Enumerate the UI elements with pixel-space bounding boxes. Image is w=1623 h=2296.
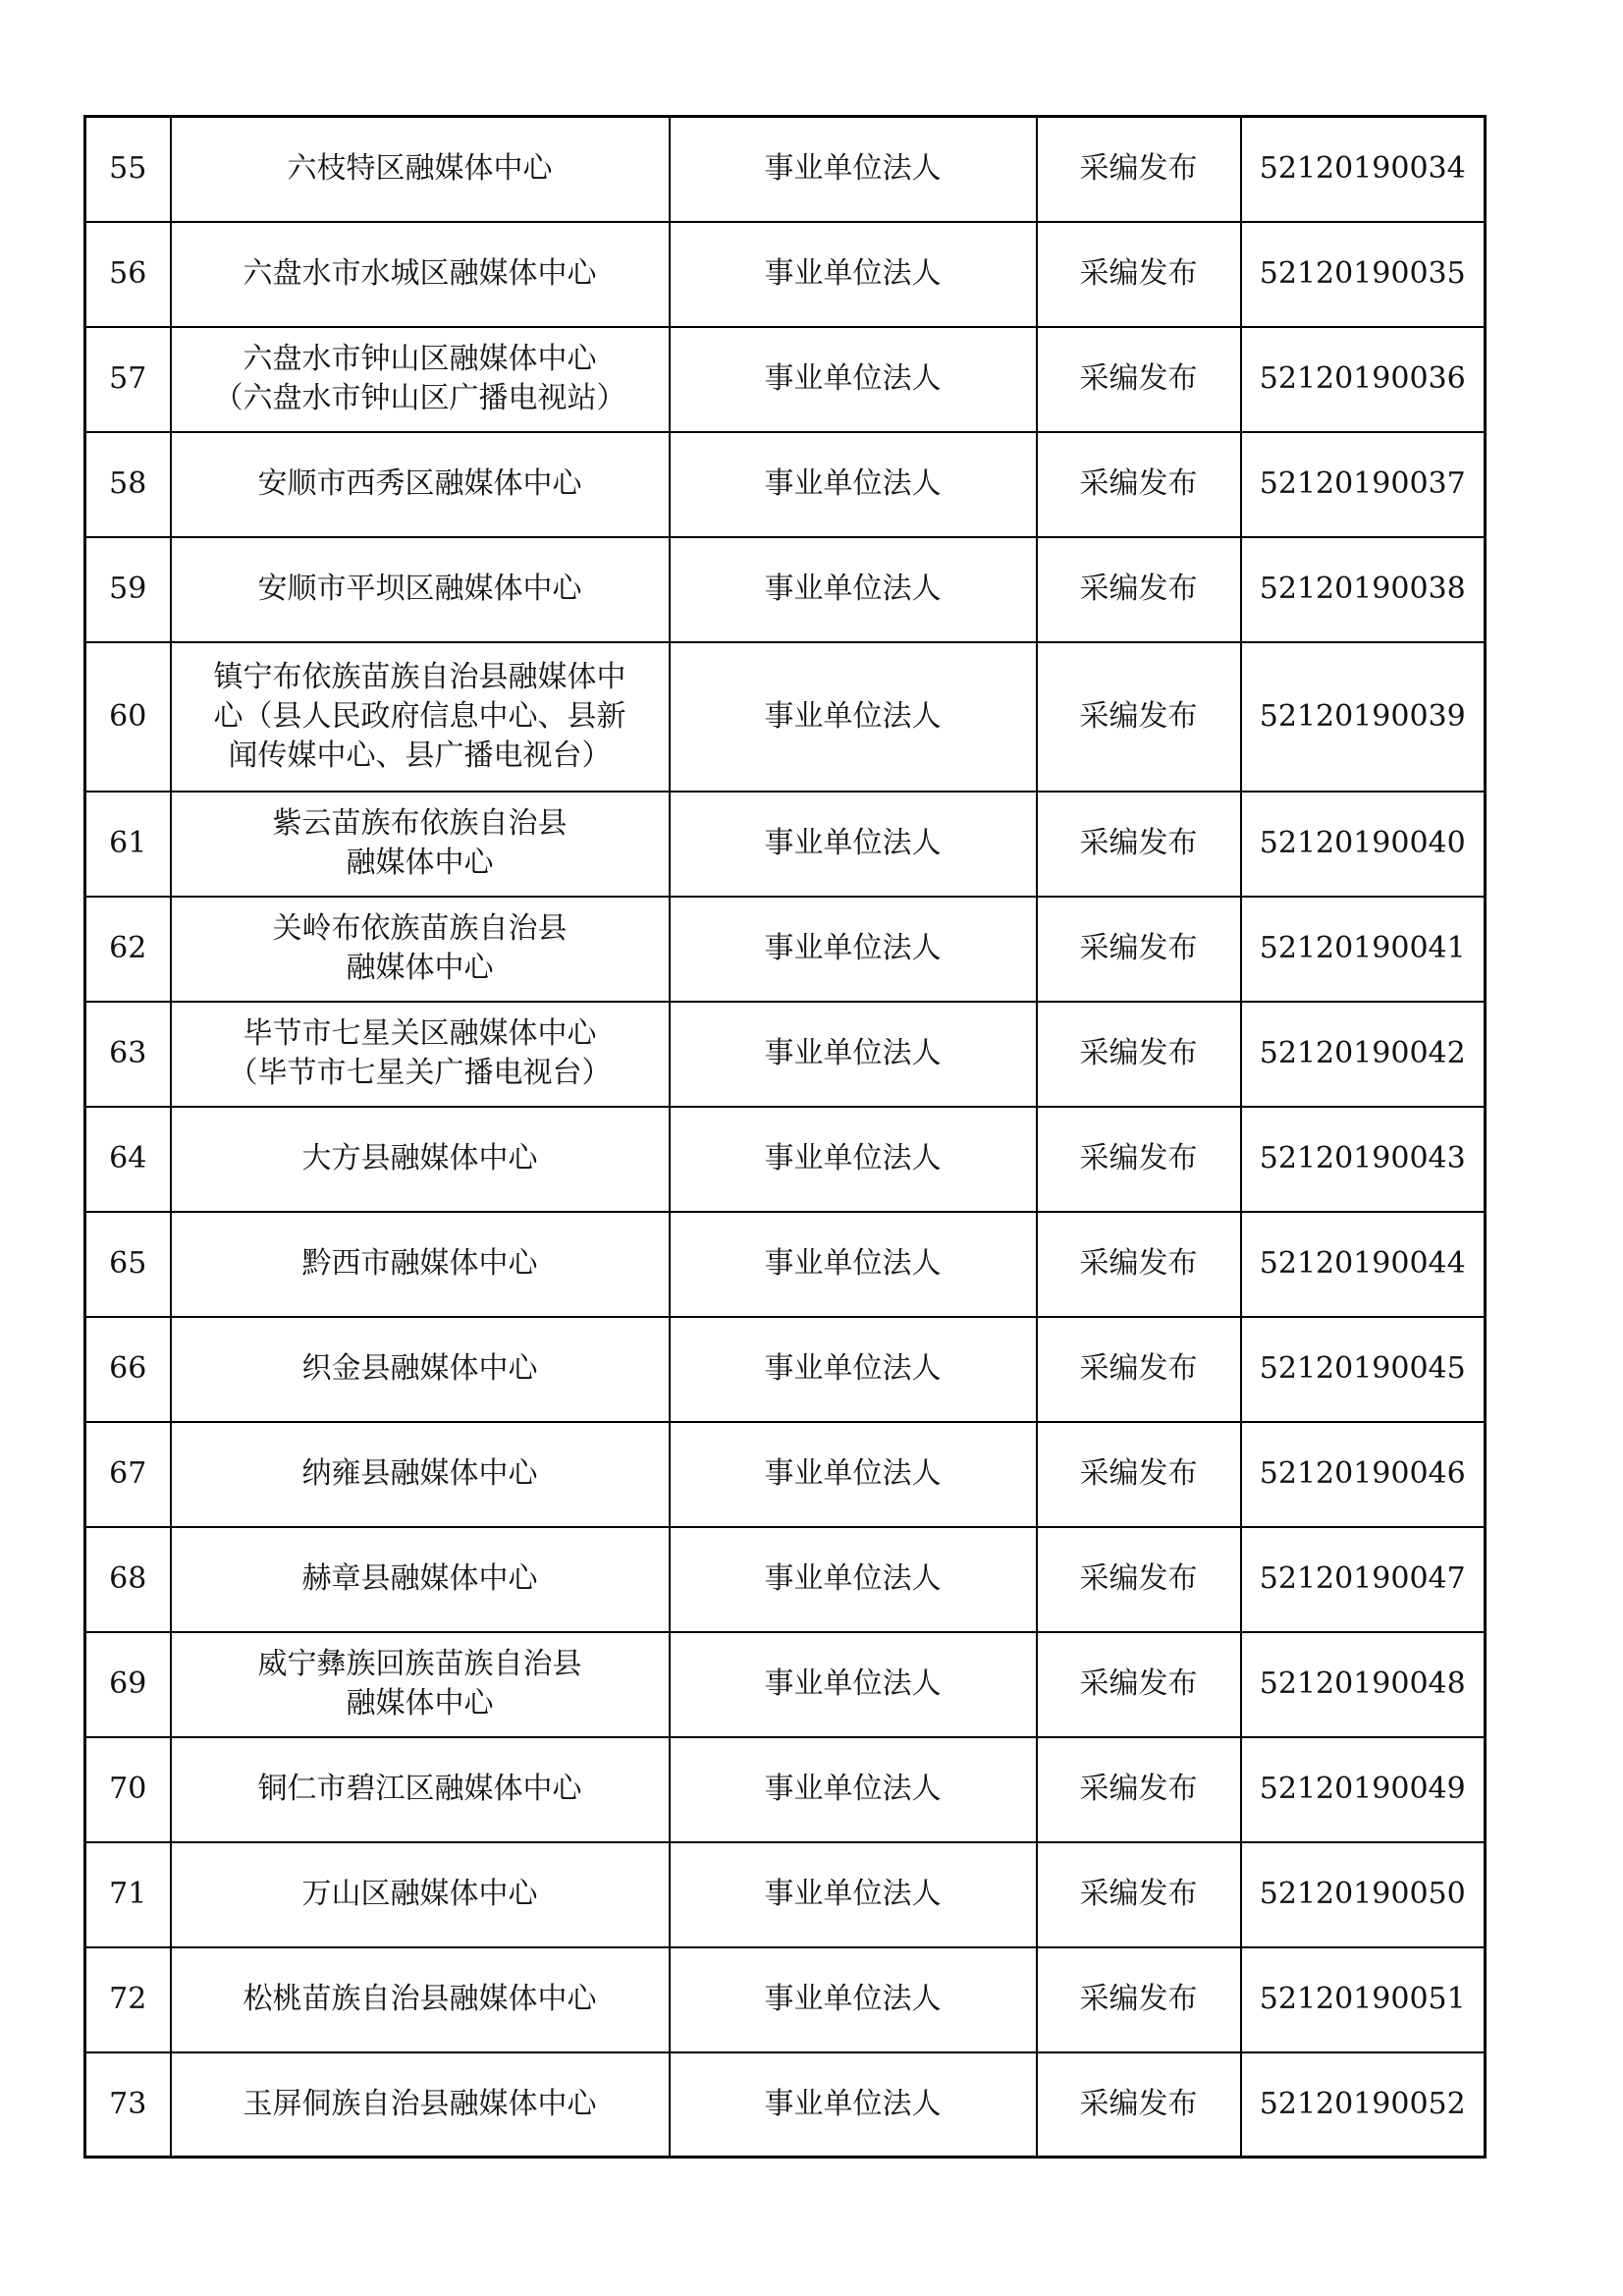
license-code: 52120190050	[1241, 1842, 1486, 1947]
service-scope: 采编发布	[1037, 222, 1241, 327]
unit-name-line: 纳雍县融媒体中心	[301, 1456, 538, 1491]
unit-name-line: 心（县人民政府信息中心、县新	[213, 698, 626, 734]
unit-name	[171, 792, 670, 897]
unit-name	[171, 432, 670, 537]
service-scope: 采编发布	[1037, 1947, 1241, 2052]
license-code: 52120190036	[1241, 327, 1486, 432]
service-scope: 采编发布	[1037, 1527, 1241, 1632]
unit-name-line: 六盘水市钟山区融媒体中心	[243, 342, 597, 376]
service-scope: 采编发布	[1037, 897, 1241, 1002]
unit-name	[171, 327, 670, 432]
service-scope: 采编发布	[1037, 1317, 1241, 1422]
license-code: 52120190046	[1241, 1422, 1486, 1527]
legal-type: 事业单位法人	[670, 1527, 1037, 1632]
unit-name-line: （毕节市七星关广播电视台）	[228, 1056, 612, 1090]
table-row	[85, 537, 1486, 642]
table-row	[85, 1107, 1486, 1212]
license-code: 52120190040	[1241, 792, 1486, 897]
unit-name-line: 黔西市融媒体中心	[301, 1246, 538, 1281]
service-scope: 采编发布	[1037, 1737, 1241, 1842]
row-number: 69	[85, 1632, 171, 1737]
unit-name	[171, 2052, 670, 2158]
table-row	[85, 1632, 1486, 1737]
table-row	[85, 327, 1486, 432]
legal-type: 事业单位法人	[670, 117, 1037, 222]
unit-name-line: 融媒体中心	[346, 951, 494, 985]
table-row	[85, 1317, 1486, 1422]
unit-name-line: 安顺市平坝区融媒体中心	[257, 572, 582, 606]
legal-type: 事业单位法人	[670, 1632, 1037, 1737]
row-number: 65	[85, 1212, 171, 1317]
unit-name-line: 紫云苗族布依族自治县	[272, 806, 568, 841]
unit-name	[171, 537, 670, 642]
license-code: 52120190041	[1241, 897, 1486, 1002]
service-scope: 采编发布	[1037, 1842, 1241, 1947]
legal-type: 事业单位法人	[670, 2052, 1037, 2158]
legal-type: 事业单位法人	[670, 1422, 1037, 1527]
unit-name-line: 融媒体中心	[346, 1686, 494, 1721]
service-scope: 采编发布	[1037, 1107, 1241, 1212]
unit-name-line: 关岭布依族苗族自治县	[272, 911, 568, 946]
unit-name	[171, 1317, 670, 1422]
unit-name-line: 织金县融媒体中心	[301, 1351, 538, 1386]
legal-type: 事业单位法人	[670, 1002, 1037, 1107]
service-scope: 采编发布	[1037, 117, 1241, 222]
unit-name	[171, 1842, 670, 1947]
service-scope: 采编发布	[1037, 642, 1241, 792]
row-number: 55	[85, 117, 171, 222]
unit-name	[171, 1527, 670, 1632]
unit-name-line: 赫章县融媒体中心	[301, 1561, 538, 1596]
unit-name	[171, 1737, 670, 1842]
service-scope: 采编发布	[1037, 327, 1241, 432]
license-code: 52120190045	[1241, 1317, 1486, 1422]
service-scope: 采编发布	[1037, 1212, 1241, 1317]
unit-name-line: （六盘水市钟山区广播电视站）	[213, 381, 626, 415]
license-code: 52120190051	[1241, 1947, 1486, 2052]
license-code: 52120190039	[1241, 642, 1486, 792]
row-number: 56	[85, 222, 171, 327]
row-number: 60	[85, 642, 171, 792]
unit-name-line: 松桃苗族自治县融媒体中心	[243, 1982, 597, 2016]
row-number: 62	[85, 897, 171, 1002]
license-code: 52120190047	[1241, 1527, 1486, 1632]
legal-type: 事业单位法人	[670, 1842, 1037, 1947]
table-row	[85, 432, 1486, 537]
table-row	[85, 1527, 1486, 1632]
unit-name-line: 大方县融媒体中心	[301, 1141, 538, 1175]
legal-type: 事业单位法人	[670, 642, 1037, 792]
unit-name-line: 铜仁市碧江区融媒体中心	[257, 1772, 582, 1806]
unit-name-line: 融媒体中心	[346, 846, 494, 880]
table-row	[85, 897, 1486, 1002]
row-number: 64	[85, 1107, 171, 1212]
legal-type: 事业单位法人	[670, 222, 1037, 327]
table-row	[85, 2052, 1486, 2158]
unit-name	[171, 1632, 670, 1737]
table-row	[85, 642, 1486, 792]
row-number: 66	[85, 1317, 171, 1422]
license-code: 52120190034	[1241, 117, 1486, 222]
table-row	[85, 1842, 1486, 1947]
row-number: 61	[85, 792, 171, 897]
legal-type: 事业单位法人	[670, 432, 1037, 537]
unit-name	[171, 642, 670, 792]
unit-name	[171, 1212, 670, 1317]
unit-name	[171, 1107, 670, 1212]
table-row	[85, 1947, 1486, 2052]
service-scope: 采编发布	[1037, 792, 1241, 897]
row-number: 63	[85, 1002, 171, 1107]
row-number: 58	[85, 432, 171, 537]
units-table-body	[85, 117, 1486, 2158]
unit-name	[171, 1002, 670, 1107]
table-row	[85, 222, 1486, 327]
license-code: 52120190049	[1241, 1737, 1486, 1842]
legal-type: 事业单位法人	[670, 1737, 1037, 1842]
row-number: 71	[85, 1842, 171, 1947]
unit-name-line: 玉屏侗族自治县融媒体中心	[243, 2086, 597, 2121]
unit-name	[171, 1947, 670, 2052]
unit-name-line: 毕节市七星关区融媒体中心	[243, 1016, 597, 1051]
unit-name	[171, 222, 670, 327]
license-code: 52120190043	[1241, 1107, 1486, 1212]
units-table	[83, 115, 1487, 2159]
license-code: 52120190044	[1241, 1212, 1486, 1317]
license-code: 52120190042	[1241, 1002, 1486, 1107]
service-scope: 采编发布	[1037, 1632, 1241, 1737]
unit-name-line: 六盘水市水城区融媒体中心	[243, 256, 597, 291]
unit-name	[171, 897, 670, 1002]
row-number: 72	[85, 1947, 171, 2052]
legal-type: 事业单位法人	[670, 537, 1037, 642]
legal-type: 事业单位法人	[670, 792, 1037, 897]
unit-name	[171, 117, 670, 222]
license-code: 52120190035	[1241, 222, 1486, 327]
unit-name-line: 威宁彝族回族苗族自治县	[257, 1647, 582, 1681]
row-number: 67	[85, 1422, 171, 1527]
unit-name-line: 镇宁布依族苗族自治县融媒体中	[213, 659, 626, 694]
unit-name	[171, 1422, 670, 1527]
legal-type: 事业单位法人	[670, 1317, 1037, 1422]
unit-name-line: 安顺市西秀区融媒体中心	[257, 466, 582, 501]
table-row	[85, 792, 1486, 897]
row-number: 73	[85, 2052, 171, 2158]
table-row	[85, 1002, 1486, 1107]
table-row	[85, 1212, 1486, 1317]
legal-type: 事业单位法人	[670, 1947, 1037, 2052]
table-row	[85, 117, 1486, 222]
license-code: 52120190038	[1241, 537, 1486, 642]
table-row	[85, 1737, 1486, 1842]
row-number: 70	[85, 1737, 171, 1842]
unit-name-line: 万山区融媒体中心	[301, 1877, 538, 1911]
service-scope: 采编发布	[1037, 432, 1241, 537]
table-row	[85, 1422, 1486, 1527]
service-scope: 采编发布	[1037, 1002, 1241, 1107]
legal-type: 事业单位法人	[670, 1107, 1037, 1212]
license-code: 52120190037	[1241, 432, 1486, 537]
service-scope: 采编发布	[1037, 2052, 1241, 2158]
license-code: 52120190052	[1241, 2052, 1486, 2158]
row-number: 57	[85, 327, 171, 432]
legal-type: 事业单位法人	[670, 1212, 1037, 1317]
service-scope: 采编发布	[1037, 1422, 1241, 1527]
legal-type: 事业单位法人	[670, 327, 1037, 432]
unit-name-line: 六枝特区融媒体中心	[287, 151, 553, 187]
row-number: 68	[85, 1527, 171, 1632]
license-code: 52120190048	[1241, 1632, 1486, 1737]
service-scope: 采编发布	[1037, 537, 1241, 642]
unit-name-line: 闻传媒中心、县广播电视台）	[228, 738, 612, 773]
row-number: 59	[85, 537, 171, 642]
legal-type: 事业单位法人	[670, 897, 1037, 1002]
